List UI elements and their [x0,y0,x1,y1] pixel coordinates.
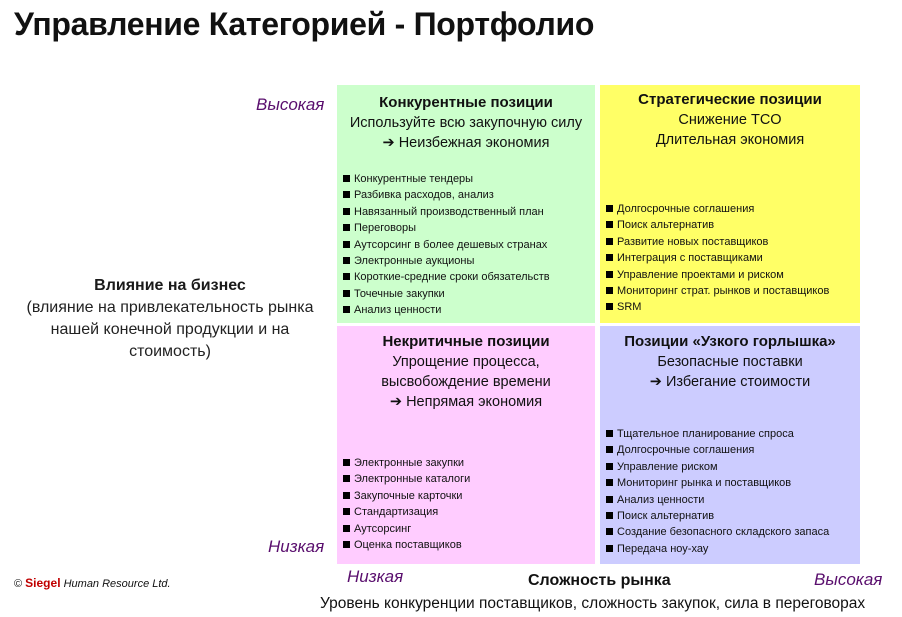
bullet-list [343,171,550,319]
list-item-text: Закупочные карточки [354,489,463,502]
list-item [343,521,470,537]
list-item-text: Анализ ценности [354,304,442,317]
list-item [606,459,829,475]
list-item-text: Интеграция с поставщиками [617,252,763,265]
list-item-text: Конкурентные тендеры [354,173,474,185]
list-item [343,253,550,269]
bullet-square-icon [343,492,350,499]
list-item-text: Долгосрочные соглашения [617,203,755,215]
list-item-text: Мониторинг рынка и поставщиков [617,477,792,490]
list-item [606,492,829,508]
list-item [343,220,550,236]
list-item-text: Переговоры [354,222,417,235]
list-item-text: Разбивка расходов, анализ [354,189,494,202]
arrow-right-icon: ➔ [389,394,403,410]
quadrant-arrow-line [337,133,595,153]
bullet-square-icon [343,525,350,532]
bullet-square-icon [606,287,613,294]
bullet-square-icon [606,528,613,535]
list-item [606,426,829,442]
brand-name: Siegel [25,576,61,590]
list-item [343,204,550,220]
x-axis-low-label: Низкая [347,567,404,586]
bullet-square-icon [343,224,350,231]
page-title: Управление Категорией - Портфолио [14,6,595,42]
list-item-text: Управление риском [617,460,718,473]
list-item [343,187,550,203]
quadrant-line: Снижение TCO [678,112,782,128]
list-item [606,201,829,217]
list-item [606,217,829,233]
list-item [606,234,829,250]
bullet-square-icon [343,241,350,248]
quadrant-title: Позиции «Узкого горлышка» [624,333,836,350]
bullet-list [343,455,470,553]
bullet-square-icon [343,290,350,297]
list-item [343,302,550,318]
bullet-square-icon [343,191,350,198]
quadrant-arrow-text: Неизбежная экономия [398,135,550,151]
list-item-text: Долгосрочные соглашения [617,444,755,457]
x-axis-high-label: Высокая [814,570,883,589]
quadrant-arrow-line [600,372,860,392]
copyright [14,576,171,590]
x-axis-description: Уровень конкуренции поставщиков, сложность закупок, сила в переговорах [320,595,866,612]
list-item-text: Анализ ценности [617,493,705,506]
list-item [606,267,829,283]
quadrant-arrow-line [337,392,595,412]
bullet-square-icon [606,238,613,245]
bullet-list [606,426,829,557]
bullet-square-icon [606,205,613,212]
quadrant-line: Безопасные поставки [657,354,803,370]
quadrant-title: Некритичные позиции [382,333,550,350]
list-item-text: Передача ноу-хау [617,542,709,555]
company-suffix: Human Resource Ltd. [63,578,171,590]
arrow-right-icon: ➔ [649,374,662,390]
quadrant-title: Стратегические позиции [638,91,822,108]
y-axis-heading: Влияние на бизнес [94,277,246,294]
list-item-text: Электронные аукционы [354,255,475,268]
list-item [606,475,829,491]
list-item-text: Создание безопасного складского запаса [617,526,830,539]
list-item [606,299,829,315]
list-item-text: Развитие новых поставщиков [617,235,769,248]
list-item [343,471,470,487]
list-item-text: Электронные закупки [354,457,465,469]
list-item [343,269,550,285]
arrow-right-icon: ➔ [382,135,395,151]
list-item [343,537,470,553]
list-item-text: Оценка поставщиков [354,539,462,552]
copyright-symbol: © [14,578,23,590]
quadrant-title: Конкурентные позиции [379,94,553,111]
y-axis-high-label: Высокая [256,95,325,114]
list-item [606,508,829,524]
quadrant-strategic [600,85,860,323]
list-item [606,442,829,458]
list-item-text: Точечные закупки [354,287,445,300]
list-item-text: SRM [617,301,642,314]
list-item-text: Аутсорсинг в более дешевых странах [354,238,548,251]
list-item [606,541,829,557]
quadrant-line: Используйте всю закупочную силу [349,115,583,131]
bullet-square-icon [343,273,350,280]
bullet-square-icon [606,446,613,453]
bullet-square-icon [606,496,613,503]
quadrant-line: Длительная экономия [655,132,805,148]
list-item-text: Короткие-средние сроки обязательств [354,271,550,284]
bullet-list [606,201,829,316]
y-axis-description: (влияние на привлекательность рынка нашей конечной продукции и на стоимость) [26,299,314,360]
bullet-square-icon [606,254,613,261]
quadrant-arrow-text: Непрямая экономия [406,394,543,410]
quadrant-arrow-text: Избегание стоимости [665,374,811,390]
quadrant-bottleneck [600,326,860,564]
y-axis-label [14,275,326,363]
list-item-text: Управление проектами и риском [617,268,784,281]
list-item-text: Аутсорсинг [354,522,412,535]
quadrant-noncritical [337,326,595,564]
bullet-square-icon [343,257,350,264]
bullet-square-icon [343,175,350,182]
bullet-square-icon [343,475,350,482]
bullet-square-icon [343,459,350,466]
x-axis-heading: Сложность рынка [528,572,671,589]
list-item-text: Поиск альтернатив [617,219,715,232]
list-item [343,286,550,302]
bullet-square-icon [606,303,613,310]
bullet-square-icon [606,545,613,552]
list-item-text: Поиск альтернатив [617,510,715,523]
bullet-square-icon [343,508,350,515]
list-item-text: Электронные каталоги [354,473,471,486]
bullet-square-icon [343,306,350,313]
bullet-square-icon [606,463,613,470]
bullet-square-icon [606,221,613,228]
list-item [606,524,829,540]
list-item [343,237,550,253]
bullet-square-icon [606,479,613,486]
list-item [606,250,829,266]
list-item [606,283,829,299]
list-item [343,171,550,187]
quadrant-competitive [337,85,595,323]
bullet-square-icon [606,430,613,437]
list-item [343,488,470,504]
list-item-text: Тщательное планирование спроса [617,428,794,440]
list-item-text: Навязанный производственный план [354,205,544,218]
list-item-text: Стандартизация [354,506,439,519]
bullet-square-icon [343,208,350,215]
quadrant-line: Упрощение процесса, [392,354,540,370]
bullet-square-icon [606,512,613,519]
y-axis-low-label: Низкая [268,537,325,556]
quadrant-line: высвобождение времени [381,374,551,390]
list-item-text: Мониторинг страт. рынков и поставщиков [617,285,830,298]
bullet-square-icon [606,271,613,278]
list-item [343,504,470,520]
bullet-square-icon [343,541,350,548]
list-item [343,455,470,471]
